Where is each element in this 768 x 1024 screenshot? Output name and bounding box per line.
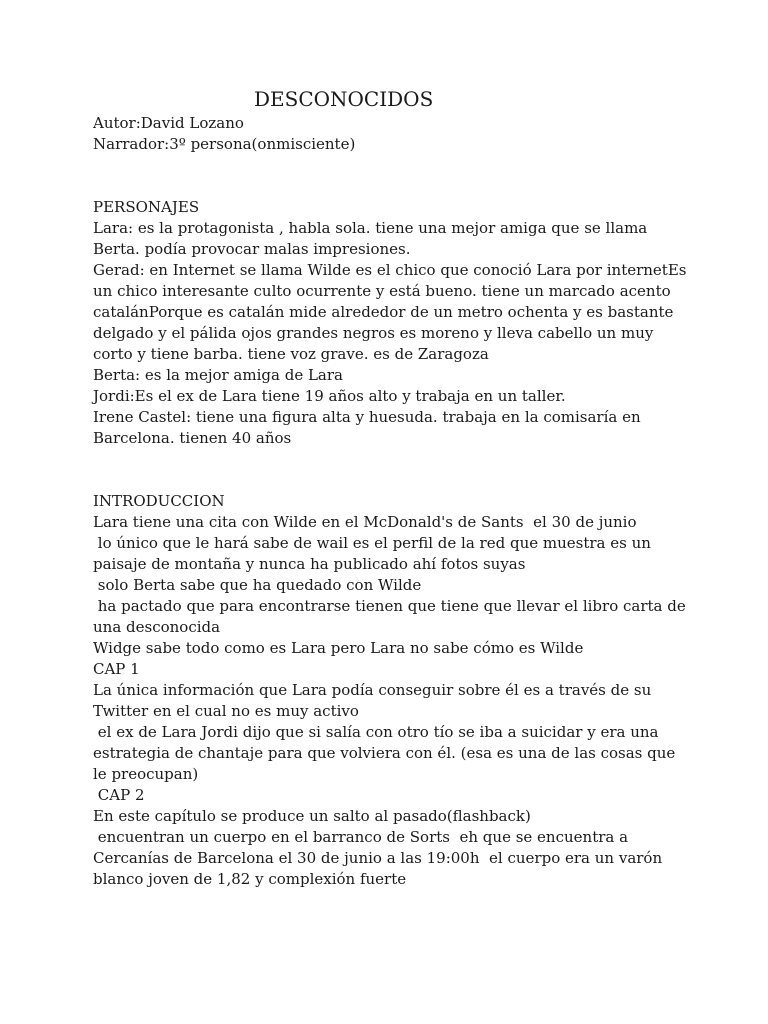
text-line: Barcelona. tienen 40 años [93,429,292,447]
text-line: Irene Castel: tiene una figura alta y huesuda. trabaja en la comisaría en [93,408,641,426]
blank-line [93,176,693,197]
text-line: CAP 2 [93,786,145,804]
text-line: Narrador:3º persona(onmisciente) [93,135,356,153]
text-line: le preocupan) [93,765,199,783]
text-line: CAP 1 [93,660,140,678]
text-line: Berta: es la mejor amiga de Lara [93,366,343,384]
text-line: lo único que le hará sabe de wail es el perfil de la red que muestra es un [93,534,651,552]
text-line: Lara tiene una cita con Wilde en el McDonald's de Sants el 30 de junio [93,513,637,531]
text-line: En este capítulo se produce un salto al pasado(flashback) [93,807,531,825]
text-line: Autor:David Lozano [93,114,244,132]
text-line: ha pactado que para encontrarse tienen que tiene que llevar el libro carta de [93,597,686,615]
text-line: una desconocida [93,618,221,636]
text-line: delgado y el pálida ojos grandes negros es moreno y lleva cabello un muy [93,324,654,342]
text-line: Jordi:Es el ex de Lara tiene 19 años alto y trabaja en un taller. [93,387,566,405]
blank-line [93,470,693,491]
blank-line [93,155,693,176]
text-line: La única información que Lara podía conseguir sobre él es a través de su [93,681,652,699]
text-line: PERSONAJES [93,198,200,216]
text-line: Widge sabe todo como es Lara pero Lara no sabe cómo es Wilde [93,639,584,657]
text-line: estrategia de chantaje para que volviera con él. (esa es una de las cosas que [93,744,676,762]
text-line: catalánPorque es catalán mide alrededor de un metro ochenta y es bastante [93,303,674,321]
text-line: INTRODUCCION [93,492,225,510]
text-line: Berta. podía provocar malas impresiones. [93,240,411,258]
document-body [93,113,693,890]
blank-line [93,449,693,470]
text-line: encuentran un cuerpo en el barranco de Sorts eh que se encuentra a [93,828,629,846]
text-line: blanco joven de 1,82 y complexión fuerte [93,870,407,888]
text-line: un chico interesante culto ocurrente y está bueno. tiene un marcado acento [93,282,671,300]
text-line: Twitter en el cual no es muy activo [93,702,359,720]
text-line: el ex de Lara Jordi dijo que si salía con otro tío se iba a suicidar y era una [93,723,659,741]
text-line: Lara: es la protagonista , habla sola. tiene una mejor amiga que se llama [93,219,648,237]
text-line: corto y tiene barba. tiene voz grave. es de Zaragoza [93,345,489,363]
text-line: Cercanías de Barcelona el 30 de junio a las 19:00h el cuerpo era un varón [93,849,663,867]
text-line: solo Berta sabe que ha quedado con Wilde [93,576,422,594]
text-line: paisaje de montaña y nunca ha publicado ahí fotos suyas [93,555,526,573]
text-line: Gerad: en Internet se llama Wilde es el chico que conoció Lara por internetEs [93,261,687,279]
document-title: DESCONOCIDOS [254,87,434,111]
